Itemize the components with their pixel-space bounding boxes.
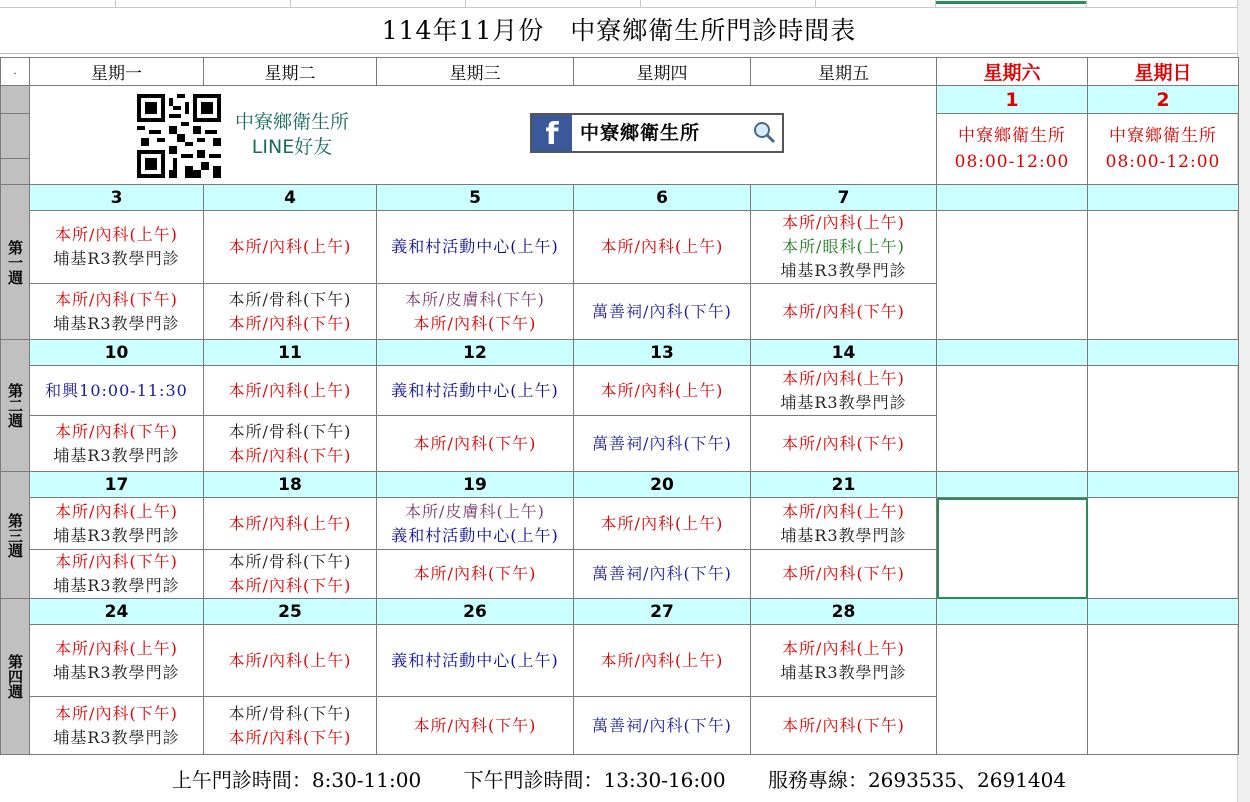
date-cell: 19 xyxy=(377,472,574,498)
clinic-entry: 本所/內科(上午) xyxy=(228,237,352,256)
clinic-entry: 本所/內科(下午) xyxy=(782,564,905,583)
clinic-entry: 本所/骨科(下午) xyxy=(228,421,352,441)
afternoon-clinic-cell xyxy=(30,550,204,599)
weekend-date-cell xyxy=(1088,599,1239,625)
clinic-entry: 本所/內科(下午) xyxy=(413,564,537,583)
clinic-entry: 埔基R3教學門診 xyxy=(53,576,180,595)
clinic-entry: 本所/內科(上午) xyxy=(782,368,905,388)
clinic-entry: 本所/內科(上午) xyxy=(600,650,724,670)
hotline: 服務專線：2693535、2691404 xyxy=(767,768,1067,792)
weekend-empty-cell[interactable] xyxy=(937,211,1088,340)
weekend-hours: 08:00-12:00 xyxy=(954,152,1070,172)
clinic-entry: 義和村活動中心(上午) xyxy=(391,650,559,670)
clinic-entry: 本所/內科(上午) xyxy=(782,213,905,232)
afternoon-clinic-cell xyxy=(377,697,574,755)
date-cell: 7 xyxy=(751,185,937,211)
morning-clinic-cell xyxy=(30,211,204,284)
clinic-entry: 本所/皮膚科(上午) xyxy=(405,501,545,521)
clinic-entry: 埔基R3教學門診 xyxy=(53,249,180,268)
date-cell: 3 xyxy=(30,185,204,211)
column-selection-indicator xyxy=(936,1,1086,4)
morning-row xyxy=(1,498,1239,550)
weekend-clinic: 中寮鄉衛生所 xyxy=(1109,126,1217,146)
weekend-empty-cell[interactable] xyxy=(1088,211,1239,340)
afternoon-clinic-cell xyxy=(30,284,204,340)
afternoon-clinic-cell xyxy=(574,416,751,472)
weekend-clinic: 中寮鄉衛生所 xyxy=(958,126,1066,146)
weekend-date-cell xyxy=(937,185,1088,211)
corner-cell: . xyxy=(1,58,30,86)
weekend-empty-cell[interactable] xyxy=(937,625,1088,755)
date-cell: 17 xyxy=(30,472,204,498)
promo-banner xyxy=(30,86,937,185)
clinic-entry: 埔基R3教學門診 xyxy=(780,392,907,412)
morning-clinic-cell xyxy=(30,625,204,697)
weekend-date-cell xyxy=(1088,340,1239,366)
clinic-entry: 本所/內科(下午) xyxy=(55,552,178,571)
clinic-entry: 本所/內科(下午) xyxy=(55,289,178,309)
afternoon-clinic-cell xyxy=(751,284,937,340)
weekday-mon: 星期一 xyxy=(30,58,204,86)
morning-clinic-cell xyxy=(377,366,574,416)
afternoon-clinic-cell xyxy=(377,416,574,472)
row-gutter xyxy=(1,86,30,114)
week-label-cell xyxy=(1,185,30,340)
morning-clinic-cell xyxy=(751,498,937,550)
weekday-sun: 星期日 xyxy=(1088,58,1239,86)
date-row xyxy=(1,472,1239,498)
afternoon-clinic-cell xyxy=(204,550,377,599)
clinic-entry: 埔基R3教學門診 xyxy=(53,525,180,545)
clinic-entry: 萬善祠/內科(下午) xyxy=(592,433,732,453)
morning-clinic-cell xyxy=(30,366,204,416)
weekend-empty-cell[interactable] xyxy=(1088,366,1239,472)
morning-clinic-cell xyxy=(204,625,377,697)
date-cell-sun: 2 xyxy=(1088,86,1239,114)
clinic-entry: 本所/內科(下午) xyxy=(413,433,537,453)
afternoon-clinic-cell xyxy=(204,284,377,340)
schedule-table xyxy=(0,57,1239,755)
magnifier-icon xyxy=(752,120,776,144)
clinic-entry: 埔基R3教學門診 xyxy=(53,662,180,682)
morning-clinic-cell xyxy=(574,498,751,550)
weekend-date-cell xyxy=(937,472,1088,498)
clinic-entry: 本所/內科(上午) xyxy=(600,237,724,256)
clinic-entry: 本所/眼科(上午) xyxy=(782,237,905,256)
weekend-hours: 08:00-12:00 xyxy=(1105,152,1221,172)
week-label: 第三週 xyxy=(6,512,24,558)
morning-clinic-cell xyxy=(377,211,574,284)
date-cell: 12 xyxy=(377,340,574,366)
morning-clinic-cell xyxy=(30,498,204,550)
afternoon-clinic-cell xyxy=(751,416,937,472)
date-row xyxy=(1,599,1239,625)
date-cell: 27 xyxy=(574,599,751,625)
afternoon-clinic-cell xyxy=(574,697,751,755)
afternoon-clinic-cell xyxy=(377,550,574,599)
clinic-entry: 埔基R3教學門診 xyxy=(53,313,180,333)
clinic-entry: 萬善祠/內科(下午) xyxy=(592,715,732,735)
week-label-cell xyxy=(1,599,30,755)
facebook-logo-icon: f xyxy=(532,115,572,151)
afternoon-clinic-cell xyxy=(574,284,751,340)
clinic-entry: 埔基R3教學門診 xyxy=(53,727,180,747)
afternoon-clinic-cell xyxy=(30,697,204,755)
clinic-entry: 本所/內科(下午) xyxy=(55,703,178,723)
clinic-entry: 義和村活動中心(上午) xyxy=(391,380,559,400)
clinic-entry: 本所/內科(上午) xyxy=(228,380,352,400)
morning-clinic-cell xyxy=(751,625,937,697)
afternoon-clinic-cell xyxy=(751,550,937,599)
weekend-empty-cell[interactable] xyxy=(937,498,1088,599)
weekday-tue: 星期二 xyxy=(204,58,377,86)
morning-clinic-cell xyxy=(377,625,574,697)
clinic-entry: 埔基R3教學門診 xyxy=(780,261,907,280)
clinic-entry: 本所/內科(上午) xyxy=(228,650,352,670)
weekend-empty-cell[interactable] xyxy=(937,366,1088,472)
morning-clinic-cell xyxy=(204,498,377,550)
clinic-entry: 本所/內科(上午) xyxy=(55,501,178,521)
afternoon-clinic-cell xyxy=(574,550,751,599)
date-row xyxy=(1,340,1239,366)
footer xyxy=(0,760,1238,800)
morning-clinic-cell xyxy=(751,211,937,284)
weekend-date-cell xyxy=(937,599,1088,625)
weekend-empty-cell[interactable] xyxy=(1088,625,1239,755)
morning-clinic-cell xyxy=(204,366,377,416)
page-title: 114年11月份 中寮鄉衛生所門診時間表 xyxy=(0,8,1238,54)
clinic-entry: 萬善祠/內科(下午) xyxy=(592,564,732,583)
morning-clinic-cell xyxy=(574,211,751,284)
clinic-entry: 本所/內科(下午) xyxy=(782,433,905,453)
clinic-entry: 本所/內科(上午) xyxy=(55,225,178,244)
weekday-wed: 星期三 xyxy=(377,58,574,86)
date-cell: 21 xyxy=(751,472,937,498)
weekday-header-row xyxy=(1,58,1239,86)
line-friend-label xyxy=(235,110,349,160)
weekend-cell-sun xyxy=(1088,114,1239,185)
clinic-entry: 本所/內科(下午) xyxy=(413,715,537,735)
date-cell-sat: 1 xyxy=(937,86,1088,114)
clinic-entry: 本所/骨科(下午) xyxy=(228,703,352,723)
clinic-entry: 本所/內科(上午) xyxy=(782,501,905,521)
clinic-entry: 本所/內科(上午) xyxy=(600,513,724,533)
qr-code-icon[interactable] xyxy=(137,94,221,178)
date-cell: 26 xyxy=(377,599,574,625)
line-name: 中寮鄉衛生所 xyxy=(235,111,350,133)
clinic-entry: 本所/內科(下午) xyxy=(55,421,178,441)
clinic-entry: 本所/內科(下午) xyxy=(782,301,905,321)
morning-clinic-cell xyxy=(377,498,574,550)
weekend-date-cell xyxy=(1088,185,1239,211)
afternoon-clinic-cell xyxy=(30,416,204,472)
date-cell: 10 xyxy=(30,340,204,366)
clinic-entry: 埔基R3教學門診 xyxy=(780,525,907,545)
week-label-cell xyxy=(1,340,30,472)
clinic-entry: 本所/內科(下午) xyxy=(228,313,352,333)
morning-clinic-cell xyxy=(204,211,377,284)
date-cell: 11 xyxy=(204,340,377,366)
date-cell: 18 xyxy=(204,472,377,498)
weekend-date-cell xyxy=(937,340,1088,366)
weekday-fri: 星期五 xyxy=(751,58,937,86)
clinic-entry: 萬善祠/內科(下午) xyxy=(592,301,732,321)
date-cell: 13 xyxy=(574,340,751,366)
pm-hours: 下午門診時間：13:30-16:00 xyxy=(463,768,726,792)
clinic-entry: 義和村活動中心(上午) xyxy=(391,237,559,256)
week-label: 第二週 xyxy=(6,383,24,428)
weekend-date-cell xyxy=(1088,472,1239,498)
clinic-entry: 本所/內科(上午) xyxy=(600,380,724,400)
clinic-entry: 本所/內科(下午) xyxy=(782,715,905,735)
clinic-entry: 埔基R3教學門診 xyxy=(53,445,180,465)
morning-clinic-cell xyxy=(574,625,751,697)
date-cell: 6 xyxy=(574,185,751,211)
morning-row xyxy=(1,625,1239,697)
clinic-entry: 本所/內科(上午) xyxy=(782,638,905,658)
week-label: 第四週 xyxy=(6,654,24,699)
weekday-thu: 星期四 xyxy=(574,58,751,86)
afternoon-clinic-cell xyxy=(204,697,377,755)
afternoon-clinic-cell xyxy=(204,416,377,472)
clinic-entry: 本所/內科(上午) xyxy=(228,513,352,533)
weekend-cell-sat xyxy=(937,114,1088,185)
clinic-entry: 本所/內科(下午) xyxy=(228,445,352,465)
clinic-entry: 本所/骨科(下午) xyxy=(228,289,352,309)
date-cell: 20 xyxy=(574,472,751,498)
clinic-entry: 埔基R3教學門診 xyxy=(780,662,907,682)
am-hours: 上午門診時間：8:30-11:00 xyxy=(171,768,422,792)
facebook-search-banner[interactable] xyxy=(530,113,784,153)
weekend-empty-cell[interactable] xyxy=(1088,498,1239,599)
clinic-entry: 本所/內科(上午) xyxy=(55,638,178,658)
clinic-entry: 本所/皮膚科(下午) xyxy=(405,289,545,309)
row-gutter xyxy=(1,114,30,159)
clinic-entry: 本所/內科(下午) xyxy=(228,576,352,595)
date-cell: 5 xyxy=(377,185,574,211)
date-cell: 24 xyxy=(30,599,204,625)
line-label: LINE好友 xyxy=(251,136,333,158)
morning-row xyxy=(1,366,1239,416)
facebook-page-name: 中寮鄉衛生所 xyxy=(580,122,701,144)
clinic-entry: 和興10:00-11:30 xyxy=(45,380,188,400)
clinic-entry: 本所/內科(下午) xyxy=(228,727,352,747)
afternoon-clinic-cell xyxy=(377,284,574,340)
date-cell: 14 xyxy=(751,340,937,366)
week-label-cell xyxy=(1,472,30,599)
clinic-entry: 義和村活動中心(上午) xyxy=(391,525,559,545)
week-label: 第一週 xyxy=(6,239,24,285)
morning-clinic-cell xyxy=(574,366,751,416)
date-cell: 25 xyxy=(204,599,377,625)
weekday-sat: 星期六 xyxy=(937,58,1088,86)
clinic-entry: 本所/內科(下午) xyxy=(413,313,537,333)
morning-row xyxy=(1,211,1239,284)
row-gutter xyxy=(1,159,30,185)
date-cell: 4 xyxy=(204,185,377,211)
afternoon-clinic-cell xyxy=(751,697,937,755)
date-row xyxy=(1,185,1239,211)
clinic-entry: 本所/骨科(下午) xyxy=(228,552,352,571)
morning-clinic-cell xyxy=(751,366,937,416)
date-cell: 28 xyxy=(751,599,937,625)
